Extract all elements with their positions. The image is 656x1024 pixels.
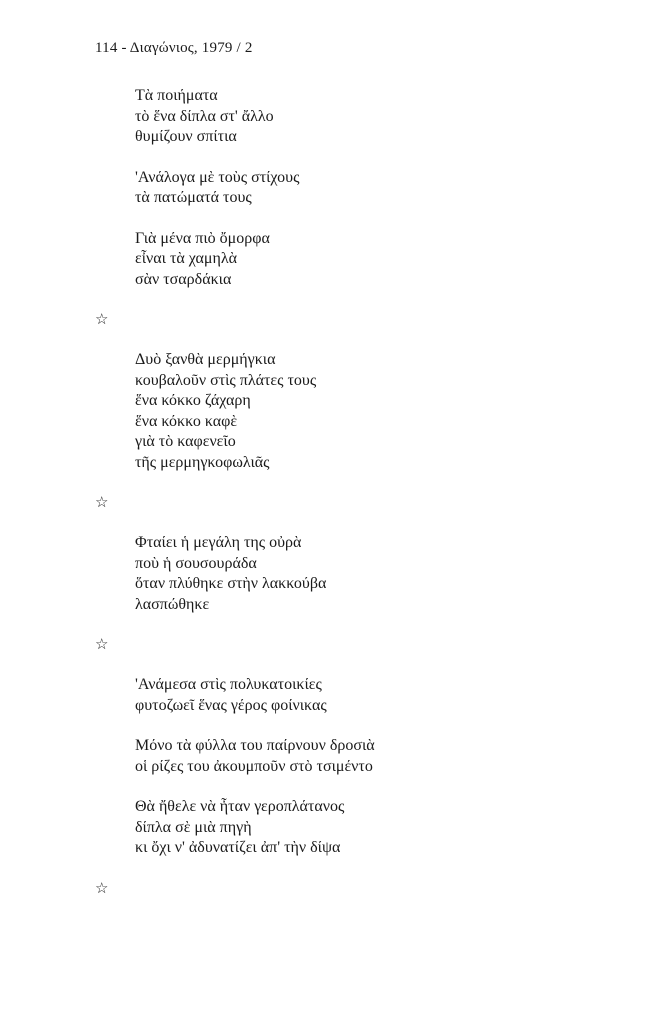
stanza	[135, 350, 615, 473]
verse-line: κουβαλοῦν στὶς πλάτες τους	[135, 371, 317, 389]
verse-line: Τὰ ποιήματα	[135, 87, 218, 104]
verse-line: κι ὄχι ν' ἀδυνατίζει ἀπ' τὴν δίψα	[135, 839, 341, 856]
verse-line: γιὰ τὸ καφενεῖο	[135, 433, 236, 450]
stanza	[135, 533, 615, 615]
stanza	[135, 736, 615, 777]
stanza	[135, 86, 615, 148]
verse-line: Θὰ ἤθελε νὰ ἦταν γεροπλάτανος	[135, 798, 345, 815]
star-separator-icon: ☆	[95, 878, 109, 897]
verse-line: τῆς μερμηγκοφωλιᾶς	[135, 453, 270, 471]
stanza	[135, 675, 615, 716]
star-separator-icon: ☆	[95, 493, 109, 511]
stanza	[135, 797, 615, 859]
star-separator-icon: ☆	[95, 310, 109, 328]
verse-line: 'Ανάλογα μὲ τοὺς στίχους	[135, 168, 300, 186]
verse-line: ἕνα κόκκο ζάχαρη	[135, 392, 251, 409]
verse-line: εἶναι τὰ χαμηλὰ	[135, 250, 237, 267]
verse-line: οἱ ρίζες του ἀκουμποῦν στὸ τσιμέντο	[135, 757, 373, 775]
stanza	[135, 168, 615, 209]
verse-line: λασπώθηκε	[135, 595, 210, 613]
page-header: 114 - Διαγώνιος, 1979 / 2	[95, 40, 253, 56]
verse-line: θυμίζουν σπίτια	[135, 128, 237, 145]
poem-section	[95, 350, 615, 473]
verse-line: τὰ πατώματά τους	[135, 189, 252, 206]
poem-section	[95, 675, 615, 859]
verse-line: φυτοζωεῖ ἕνας γέρος φοίνικας	[135, 696, 327, 714]
verse-line: Δυὸ ξανθὰ μερμήγκια	[135, 351, 276, 368]
verse-line: ὅταν πλύθηκε στὴν λακκούβα	[135, 575, 327, 592]
stanza	[135, 229, 615, 291]
verse-line: Μόνο τὰ φύλλα του παίρνουν δροσιὰ	[135, 737, 375, 754]
poem-body	[95, 86, 615, 919]
verse-line: 'Ανάμεσα στὶς πολυκατοικίες	[135, 676, 322, 693]
verse-line: ποὺ ἡ σουσουράδα	[135, 554, 257, 572]
verse-line: Γιὰ μένα πιὸ ὄμορφα	[135, 229, 270, 247]
verse-line: ἕνα κόκκο καφὲ	[135, 412, 238, 430]
verse-line: Φταίει ἡ μεγάλη της οὐρὰ	[135, 534, 302, 551]
verse-line: δίπλα σὲ μιὰ πηγὴ	[135, 818, 252, 836]
verse-line: τὸ ἕνα δίπλα στ' ἄλλο	[135, 107, 274, 125]
poem-section	[95, 86, 615, 290]
verse-line: σὰν τσαρδάκια	[135, 270, 232, 288]
star-separator-icon: ☆	[95, 635, 109, 653]
poem-section	[95, 533, 615, 615]
